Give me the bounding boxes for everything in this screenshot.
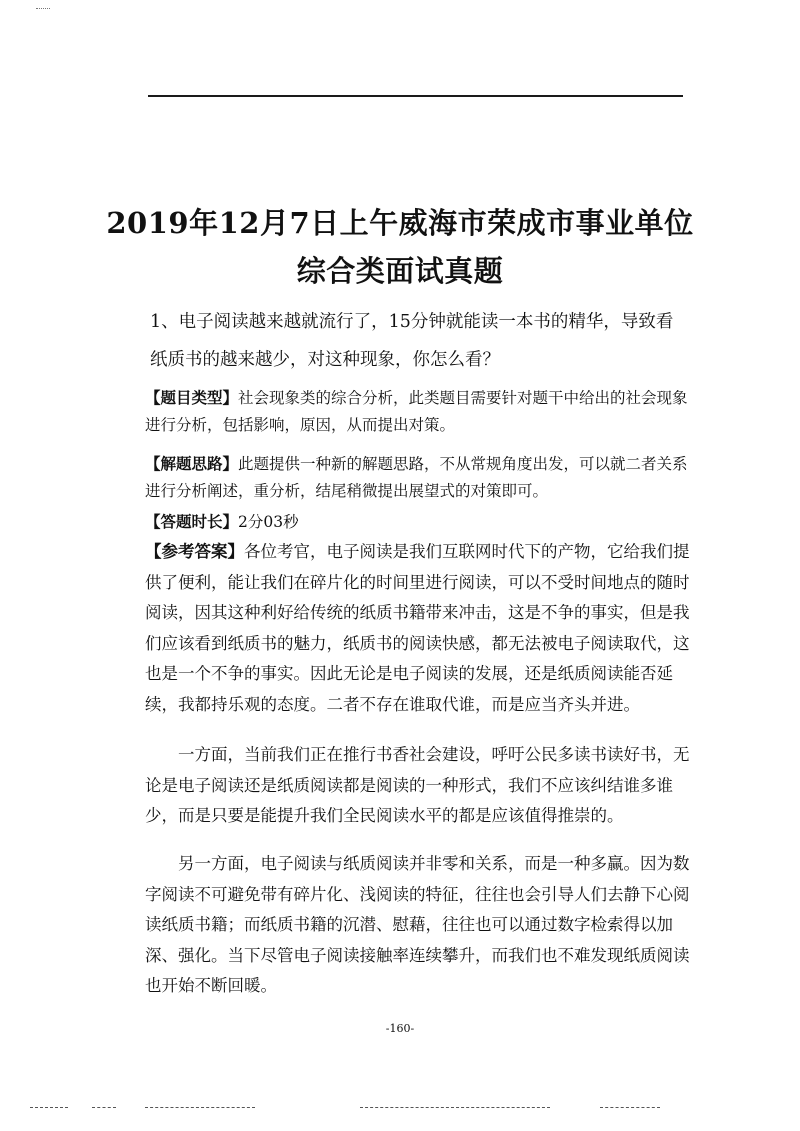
answer-paragraph: 一方面，当前我们正在推行书香社会建设，呼吁公民多读书读好书，无论是电子阅读还是纸质阅读都是阅读的一种形式，我们不应该纠结谁多谁少，而是只要是能提升我们全民阅读水平的都是应该值得推崇的。 xyxy=(145,745,690,825)
reference-answer-section xyxy=(145,537,693,720)
page-number: -160- xyxy=(385,1022,415,1035)
header-rule xyxy=(148,95,683,97)
answer-time-text: 2分03秒 xyxy=(238,513,299,531)
question-type-text: 社会现象类的综合分析，此类题目需要针对题干中给出的社会现象进行分析，包括影响，原因，从而提出对策。 xyxy=(145,389,688,434)
answer-time-label: 【答题时长】 xyxy=(145,512,239,531)
answer-paragraph: 另一方面，电子阅读与纸质阅读并非零和关系，而是一种多赢。因为数字阅读不可避免带有碎片化、浅阅读的特征，往往也会引导人们去静下心阅读纸质书籍；而纸质书籍的沉潜、慰藉，往往也可以通过数字检索得以加深、强化。当下尽管电子阅读接触率连续攀升，而我们也不难发现纸质阅读也开始不断回暖。 xyxy=(145,854,690,995)
scan-artifact-line xyxy=(92,1107,116,1109)
reference-answer-label: 【参考答案】 xyxy=(145,542,244,561)
question-type-section xyxy=(145,384,693,439)
scan-artifact-line xyxy=(360,1107,550,1109)
scan-artifact-line xyxy=(600,1107,660,1109)
answer-time-section xyxy=(145,508,693,536)
solution-idea-section xyxy=(145,450,693,505)
scan-corner-mark xyxy=(36,8,50,10)
reference-answer-text: 各位考官，电子阅读是我们互联网时代下的产物，它给我们提供了便利，能让我们在碎片化的时间里进行阅读，可以不受时间地点的随时阅读，因其这种利好给传统的纸质书籍带来冲击，这是不争的事实，但是我们应该看到纸质书的魅力，纸质书的阅读快感，都无法被电子阅读取代，这也是一个不争的事实。因此无论是电子阅读的发展，还是纸质阅读能否延续，我都持乐观的态度。二者不存在谁取代谁，而是应当齐头并进。 xyxy=(145,542,690,714)
scan-artifact-line xyxy=(30,1107,68,1109)
solution-idea-label: 【解题思路】 xyxy=(145,454,239,473)
question-type-label: 【题目类型】 xyxy=(145,388,239,407)
solution-idea-text: 此题提供一种新的解题思路，不从常规角度出发，可以就二者关系进行分析阐述，重分析，结尾稍微提出展望式的对策即可。 xyxy=(145,455,688,500)
scan-artifact-line xyxy=(145,1107,255,1109)
question-text: 1、电子阅读越来越就流行了，15分钟就能读一本书的精华，导致看纸质书的越来越少，对这种现象，你怎么看？ xyxy=(150,312,674,370)
page-title: 2019年12月7日上午威海市荣成市事业单位综合类面试真题 xyxy=(106,206,694,289)
